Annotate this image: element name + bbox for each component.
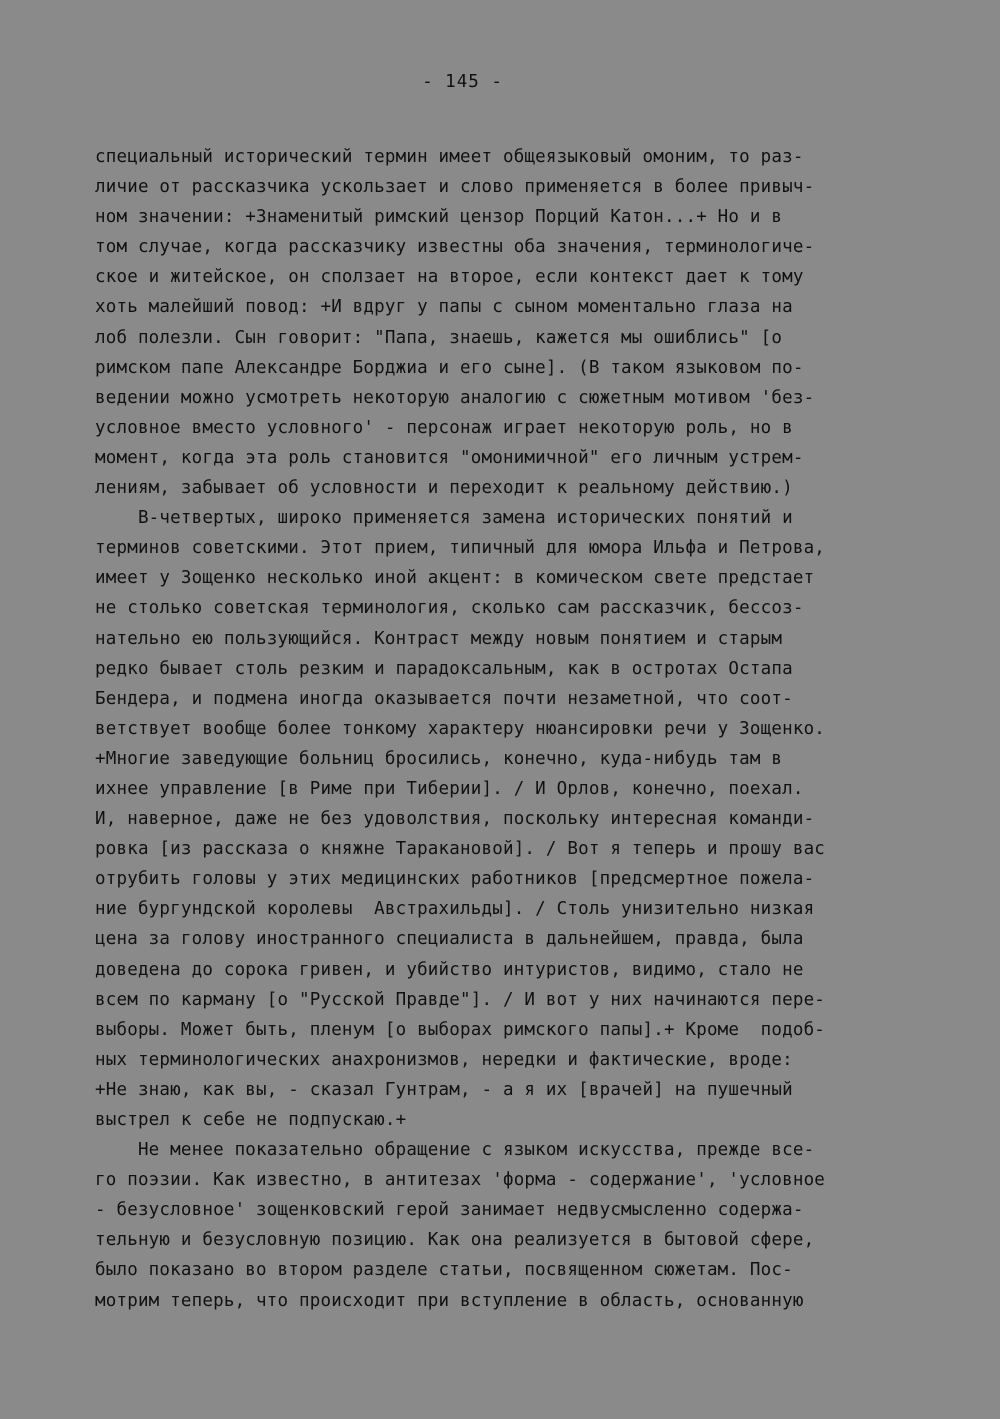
text-line: не столько советская терминология, сколько сам рассказчик, бессоз- (95, 598, 804, 619)
text-line: лоб полезли. Сын говорит: "Папа, знаешь, кажется мы ошиблись" [о (95, 327, 783, 348)
text-line: условное вместо условного' - персонаж играет некоторую роль, но в (95, 417, 793, 438)
text-line: хоть малейший повод: +И вдруг у папы с сыном моментально глаза на (95, 297, 793, 318)
text-line: И, наверное, даже не без удоволствия, поскольку интересная команди- (95, 809, 815, 830)
text-line: +Многие заведующие больниц бросились, конечно, куда-нибудь там в (95, 748, 783, 769)
text-line: тельную и безусловную позицию. Как она реализуется в бытовой сфере, (95, 1230, 815, 1251)
text-line: личие от рассказчика ускользает и слово применяется в более привыч- (95, 177, 815, 198)
text-line: было показано во втором разделе статьи, посвященном сюжетам. Пос- (95, 1260, 793, 1281)
text-line: доведена до сорока гривен, и убийство интуристов, видимо, стало не (95, 959, 804, 980)
text-line: мотрим теперь, что происходит при вступление в область, основанную (95, 1290, 804, 1311)
text-line: ном значении: +Знаменитый римский цензор Порций Катон...+ Но и в (95, 207, 783, 228)
text-line: ние бургундской королевы Австрахильды]. / Столь унизительно низкая (95, 899, 815, 920)
body-text (95, 146, 925, 1320)
page-number: - 145 - (422, 72, 503, 92)
text-line: выборы. Может быть, пленум [о выборах римского папы].+ Кроме подоб- (95, 1019, 826, 1040)
text-line: момент, когда эта роль становится "омонимичной" его личным устрем- (95, 447, 804, 468)
text-line: - безусловное' зощенковский герой занимает недвусмысленно содержа- (95, 1200, 804, 1221)
text-line: специальный исторический термин имеет общеязыковый омоним, то раз- (95, 147, 804, 167)
text-line: имеет у Зощенко несколько иной акцент: в комическом свете предстает (95, 568, 815, 589)
text-line: выстрел к себе не подпускаю.+ (95, 1110, 407, 1130)
text-line: ровка [из рассказа о княжне Таракановой]. / Вот я теперь и прошу вас (95, 839, 826, 860)
text-line: всем по карману [о "Русской Правде"]. / И вот у них начинаются пере- (95, 989, 826, 1010)
text-line: цена за голову иностранного специалиста в дальнейшем, правда, была (95, 929, 804, 950)
text-line: лениям, забывает об условности и переходит к реальному действию.) (95, 478, 793, 499)
text-line: В-четвертых, широко применяется замена исторических понятий и (95, 508, 793, 529)
text-line: отрубить головы у этих медицинских работников [предсмертное пожела- (95, 869, 815, 890)
text-line: редко бывает столь резким и парадоксальным, как в остротах Остапа (95, 658, 793, 679)
text-line: ных терминологических анахронизмов, нередки и фактические, вроде: (95, 1049, 793, 1070)
text-line: ведении можно усмотреть некоторую аналогию с сюжетным мотивом 'без- (95, 387, 815, 408)
text-line: нательно ею пользующийся. Контраст между новым понятием и старым (95, 628, 783, 649)
text-line: го поэзии. Как известно, в антитезах 'форма - содержание', 'условное (95, 1170, 826, 1191)
text-line: ветствует вообще более тонкому характеру нюансировки речи у Зощенко. (95, 718, 826, 739)
text-line: том случае, когда рассказчику известны оба значения, терминологиче- (95, 237, 815, 258)
text-line: ихнее управление [в Риме при Тиберии]. / И Орлов, конечно, поехал. (95, 778, 804, 799)
text-line: римском папе Александре Борджиа и его сыне]. (В таком языковом по- (95, 357, 804, 378)
text-line: Не менее показательно обращение с языком искусства, прежде все- (95, 1140, 815, 1161)
text-line: ское и житейское, он сползает на второе, если контекст дает к тому (95, 267, 804, 288)
text-line: +Не знаю, как вы, - сказал Гунтрам, - а я их [врачей] на пушечный (95, 1079, 793, 1100)
text-line: терминов советскими. Этот прием, типичный для юмора Ильфа и Петрова, (95, 538, 826, 559)
text-line: Бендера, и подмена иногда оказывается почти незаметной, что соот- (95, 688, 793, 709)
